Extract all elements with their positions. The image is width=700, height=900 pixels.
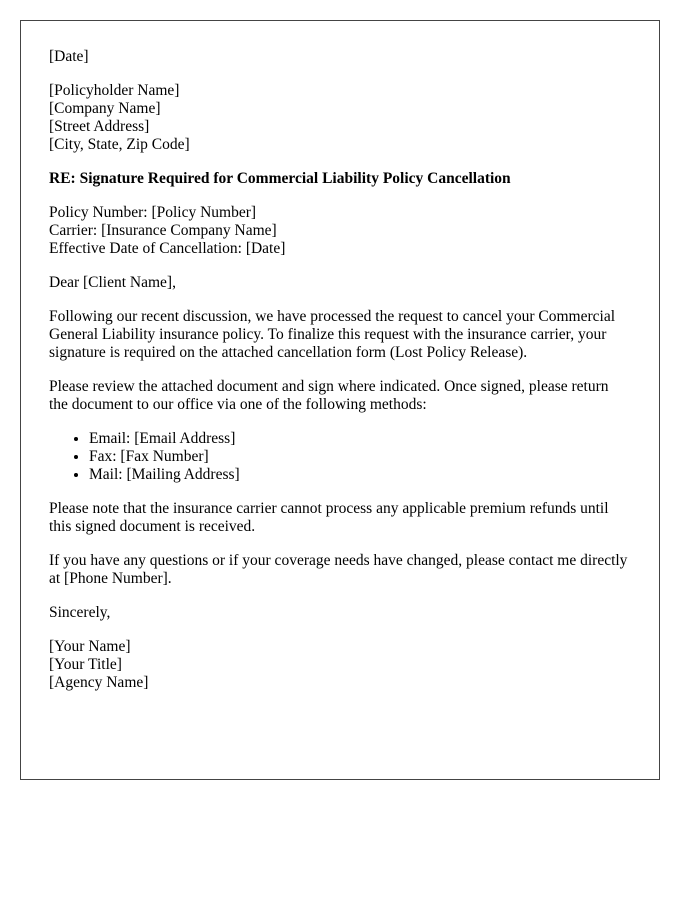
policy-number: Policy Number: [Policy Number] [49, 204, 257, 221]
signature-agency: [Agency Name] [49, 674, 149, 691]
list-item: • Mail: [Mailing Address] [89, 466, 631, 484]
signature-block [49, 638, 631, 692]
recipient-address [49, 82, 631, 154]
body-paragraph: Please note that the insurance carrier cannot process any applicable premium refunds until this signed document is received. [49, 500, 609, 535]
signature-title: [Your Title] [49, 656, 122, 673]
letter-subject: RE: Signature Required for Commercial Liability Policy Cancellation [49, 170, 511, 187]
body-paragraph: Following our recent discussion, we have processed the request to cancel your Commercial General Liability insurance policy. To finalize this request with the insurance carrier, your signature is required on the attached cancellation form (Lost Policy Release). [49, 308, 616, 361]
recipient-name: [Policyholder Name] [49, 82, 180, 99]
letter-page [20, 20, 660, 780]
recipient-city-state-zip: [City, State, Zip Code] [49, 136, 190, 153]
salutation: Dear [Client Name], [49, 274, 176, 291]
body-paragraph: Please review the attached document and sign where indicated. Once signed, please return the document to our office via one of the following methods: [49, 378, 609, 413]
recipient-street: [Street Address] [49, 118, 150, 135]
list-item: • Fax: [Fax Number] [89, 448, 631, 466]
policy-effective-date: Effective Date of Cancellation: [Date] [49, 240, 286, 257]
closing: Sincerely, [49, 604, 111, 621]
list-item: • Email: [Email Address] [89, 430, 631, 448]
signature-name: [Your Name] [49, 638, 131, 655]
letter-date: [Date] [49, 48, 89, 65]
return-methods-list [49, 430, 631, 484]
recipient-company: [Company Name] [49, 100, 161, 117]
policy-info [49, 204, 631, 258]
body-paragraph: If you have any questions or if your coverage needs have changed, please contact me directly at [Phone Number]. [49, 552, 628, 587]
policy-carrier: Carrier: [Insurance Company Name] [49, 222, 277, 239]
